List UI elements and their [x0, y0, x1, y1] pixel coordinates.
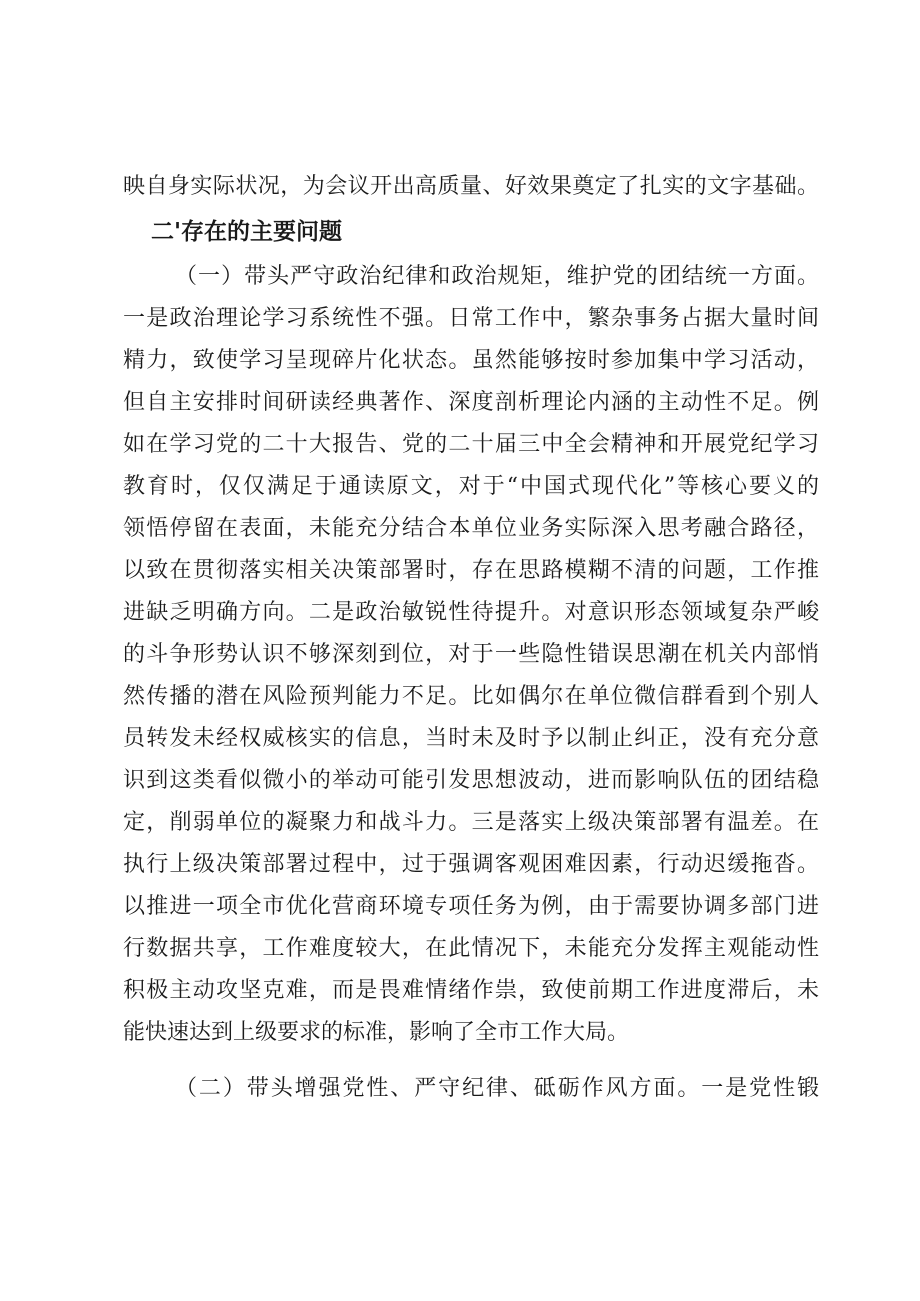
paragraph-line: 以致在贯彻落实相关决策部署时，存在思路模糊不清的问题，工作推	[123, 558, 819, 583]
paragraph-line: 行数据共享，工作难度较大，在此情况下，未能充分发挥主观能动性	[123, 936, 819, 961]
paragraph-line: 以推进一项全市优化营商环境专项任务为例，由于需要协调多部门进	[123, 894, 819, 919]
paragraph-line: 然传播的潜在风险预判能力不足。比如偶尔在单位微信群看到个别人	[123, 684, 819, 709]
paragraph-line: 但自主安排时间研读经典著作、深度剖析理论内涵的主动性不足。例	[123, 390, 819, 415]
document-body	[123, 166, 819, 1110]
paragraph-2	[123, 1068, 819, 1110]
paragraph-1	[123, 256, 819, 1054]
paragraph-line: 能快速达到上级要求的标准，影响了全市工作大局。	[123, 1020, 630, 1045]
paragraph-line: 领悟停留在表面，未能充分结合本单位业务实际深入思考融合路径，	[123, 516, 819, 541]
paragraph-line: 精力，致使学习呈现碎片化状态。虽然能够按时参加集中学习活动，	[123, 348, 819, 373]
paragraph-line: （二）带头增强党性、严守纪律、砥砺作风方面。一是党性锻	[175, 1076, 819, 1101]
paragraph-line: 的斗争形势认识不够深刻到位，对于一些隐性错误思潮在机关内部悄	[123, 642, 819, 667]
paragraph-line: 进缺乏明确方向。二是政治敏锐性待提升。对意识形态领域复杂严峻	[123, 600, 819, 625]
paragraph-line: 如在学习党的二十大报告、党的二十届三中全会精神和开展党纪学习	[123, 432, 819, 457]
intro-line: 映自身实际状况，为会议开出高质量、好效果奠定了扎实的文字基础。	[123, 174, 819, 199]
paragraph-line: 一是政治理论学习系统性不强。日常工作中，繁杂事务占据大量时间	[123, 306, 819, 331]
paragraph-line: 定，削弱单位的凝聚力和战斗力。三是落实上级决策部署有温差。在	[123, 810, 819, 835]
paragraph-line: 积极主动攻坚克难，而是畏难情绪作祟，致使前期工作进度滞后，未	[123, 978, 819, 1003]
paragraph-line: 教育时，仅仅满足于通读原文，对于“中国式现代化”等核心要义的	[123, 474, 819, 499]
paragraph-spacer	[123, 1054, 819, 1068]
paragraph-line: 员转发未经权威核实的信息，当时未及时予以制止纠正，没有充分意	[123, 726, 819, 751]
paragraph-line: 执行上级决策部署过程中，过于强调客观困难因素，行动迟缓拖沓。	[123, 852, 819, 877]
paragraph-line: 识到这类看似微小的举动可能引发思想波动，进而影响队伍的团结稳	[123, 768, 819, 793]
paragraph-line: （一）带头严守政治纪律和政治规矩，维护党的团结统一方面。	[175, 264, 819, 289]
section-heading: 二'存在的主要问题	[151, 219, 343, 245]
